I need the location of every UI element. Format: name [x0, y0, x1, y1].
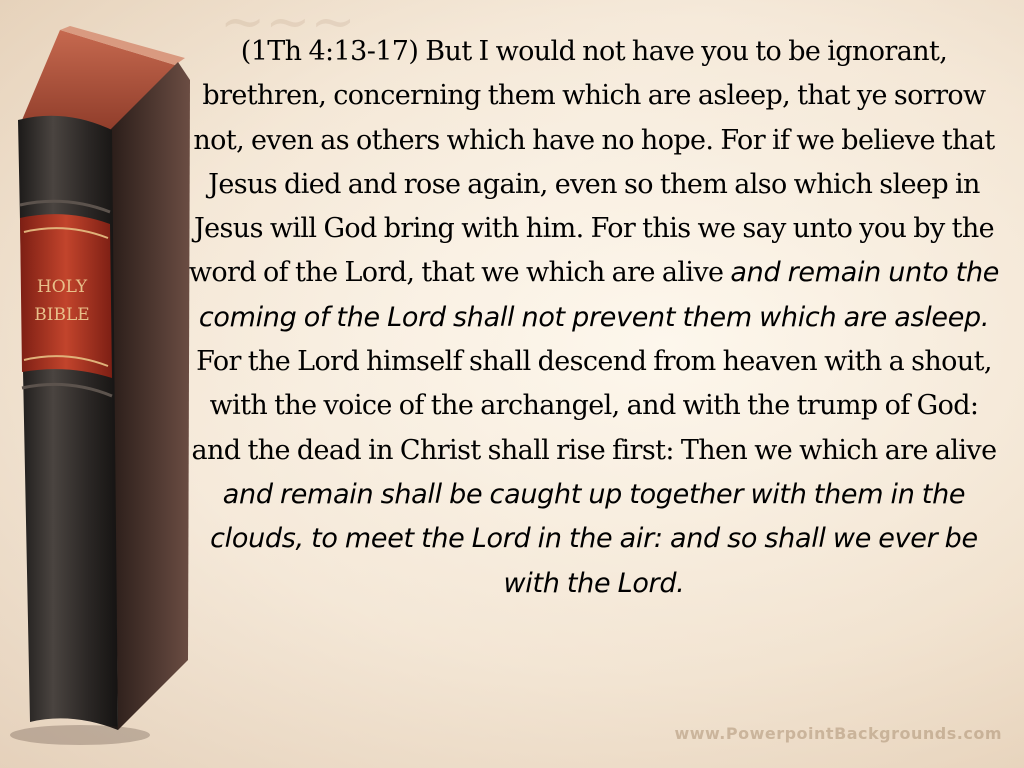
verse-text-regular-2: For the Lord himself shall descend from heaven with a shout, with the voice of the archangel, and with the trump of God: and the dead in Christ shall rise first: Then we which are alive — [191, 346, 997, 466]
background-texture: ~~~ — [220, 0, 356, 53]
verse-text-italic-2: and remain shall be caught up together with them in the clouds, to meet the Lord in the air: and so shall we ever be with the Lord. — [210, 478, 978, 599]
spine-label-bible: BIBLE — [34, 305, 90, 325]
scripture-passage — [188, 30, 1000, 606]
watermark-text: www.PowerpointBackgrounds.com — [674, 724, 1002, 743]
spine-label-holy: HOLY — [36, 277, 88, 297]
verse-text-italic: and remain unto the coming of the Lord shall not prevent them which are asleep. — [198, 257, 1000, 333]
bible-book-image — [0, 0, 200, 768]
verse-text-regular: (1Th 4:13-17) But I would not have you to be ignorant, brethren, concerning them which are asleep, that ye sorrow not, even as others which have no hope. For if we believe that Jesus died and rose again, even so them also which sleep in Jesus will God bring with him. For this we say unto you by the word of the Lord, that we which are alive — [188, 36, 995, 289]
